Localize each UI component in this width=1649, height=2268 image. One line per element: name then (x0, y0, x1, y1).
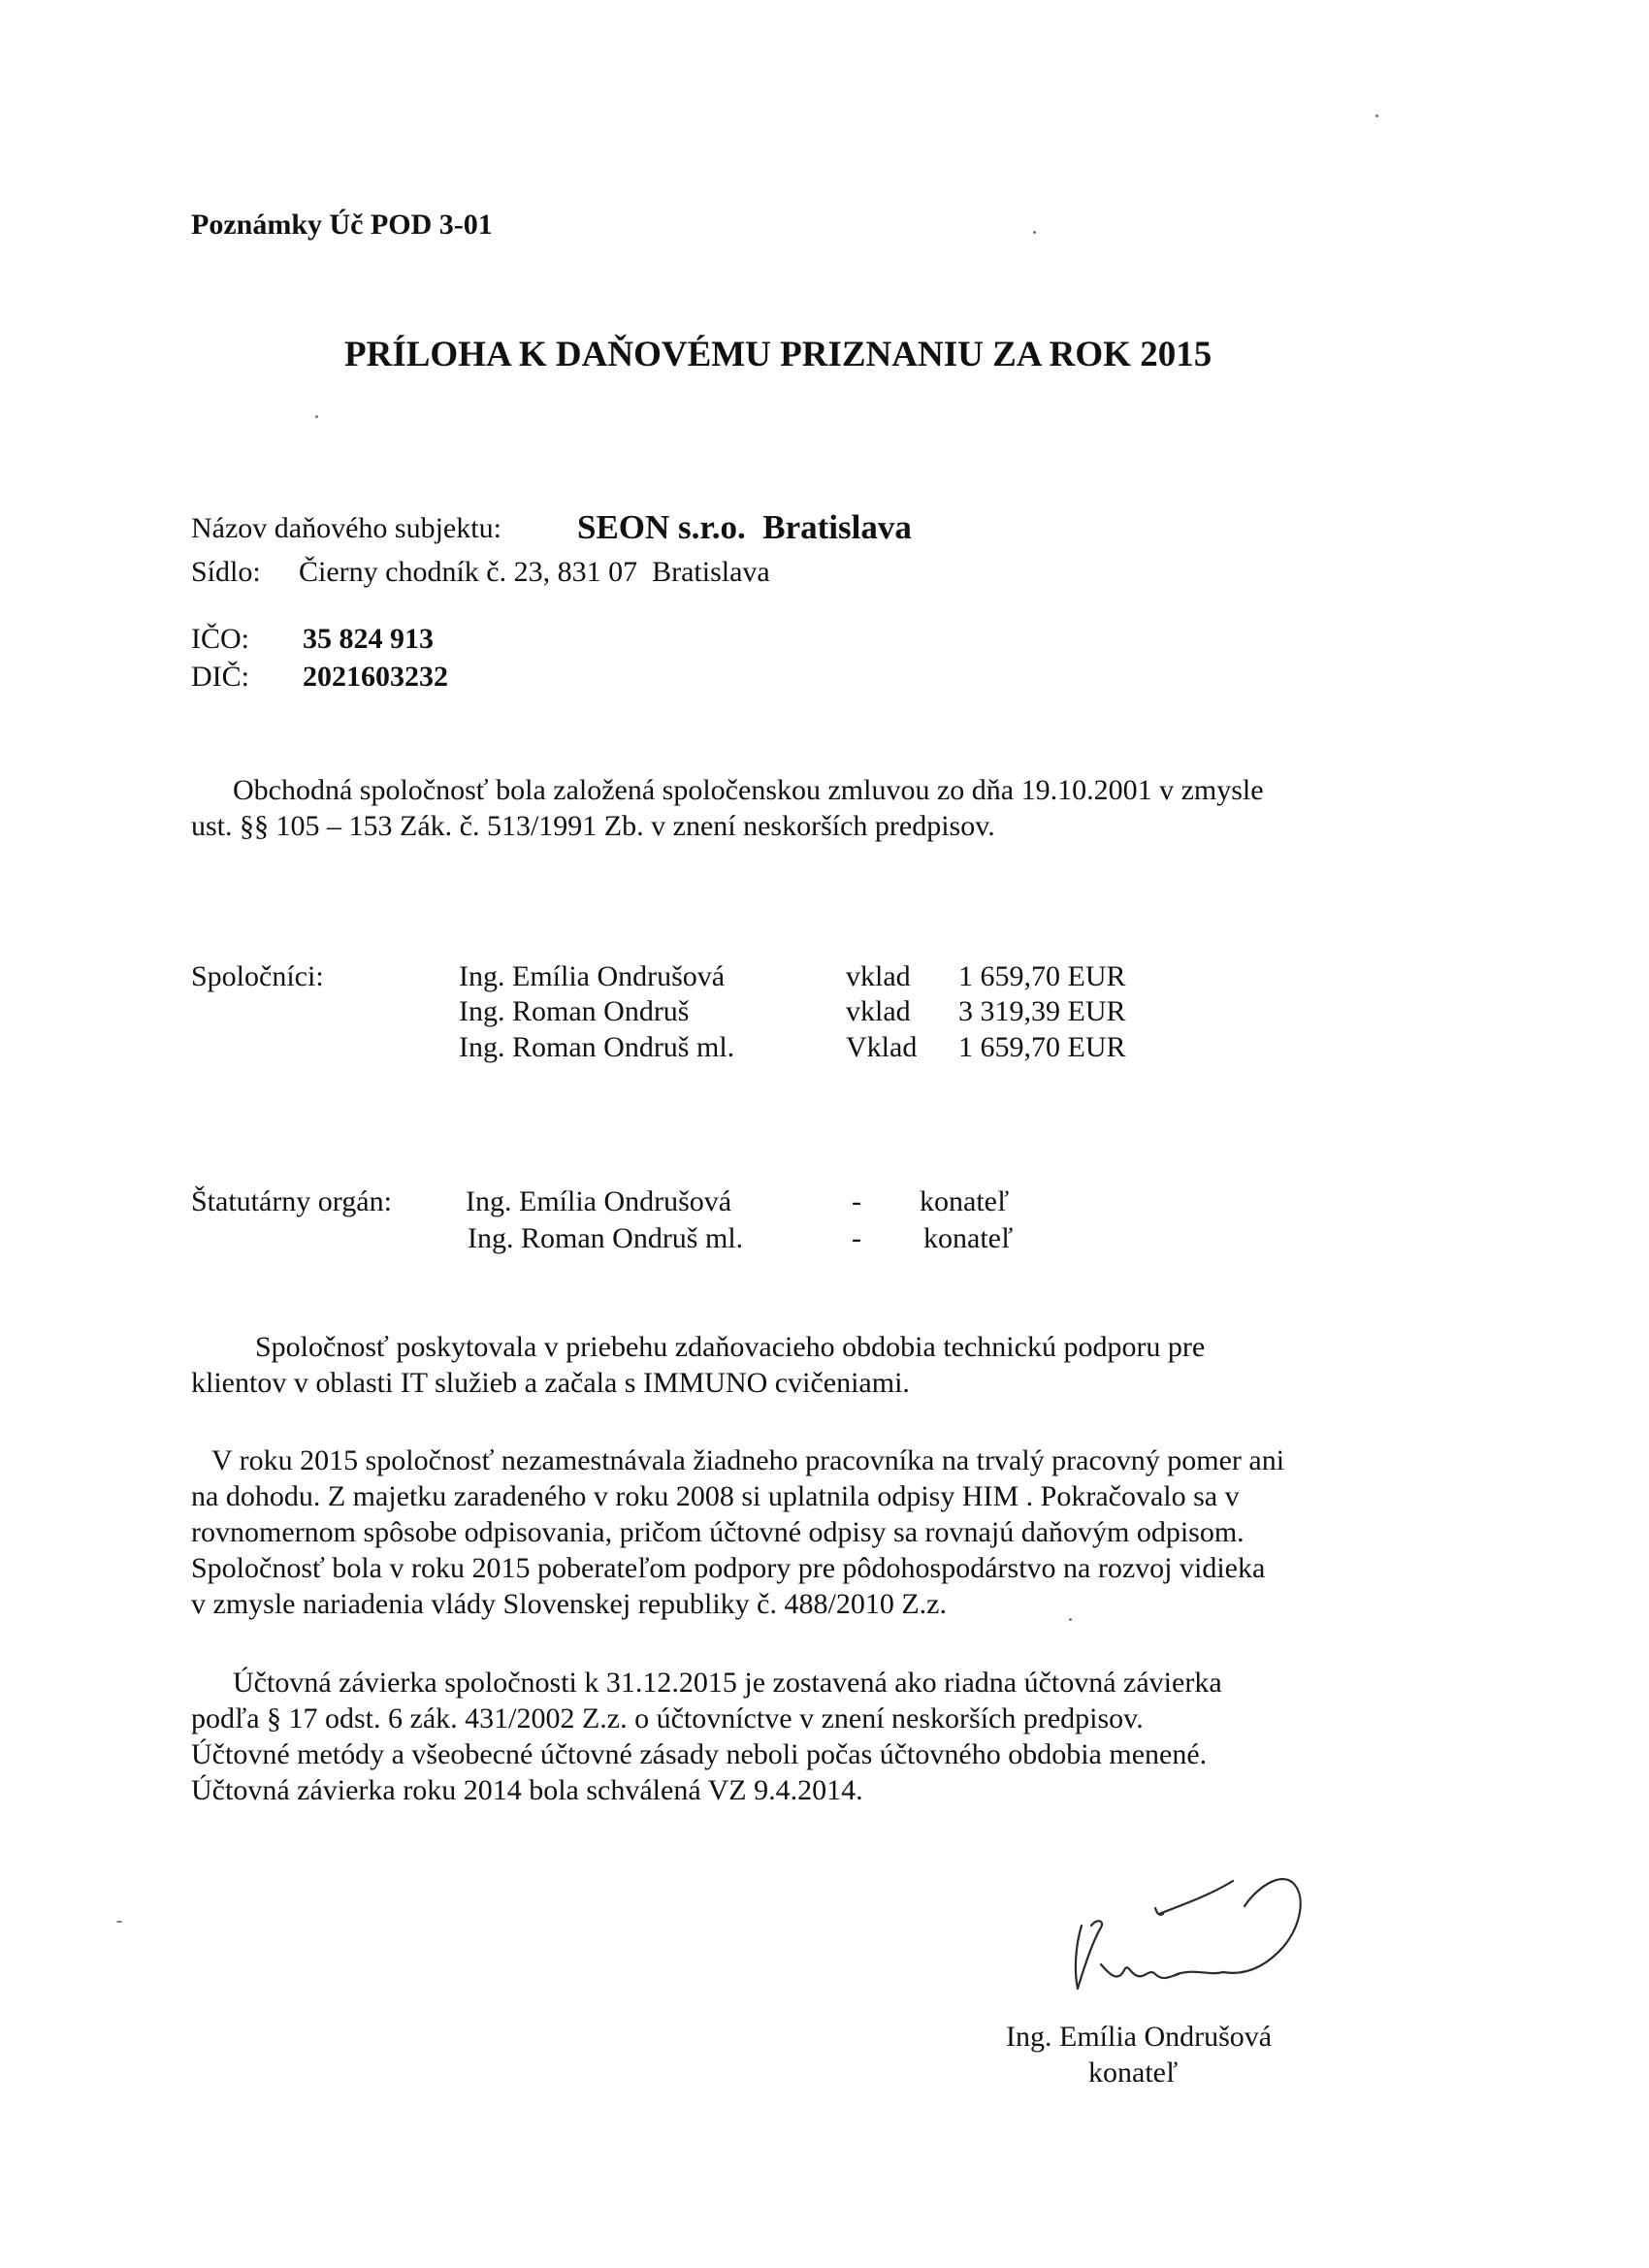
employment-line: v zmysle nariadenia vlády Slovenskej republiky č. 488/2010 Z.z. (191, 1588, 947, 1620)
closing-line: Účtovná závierka spoločnosti k 31.12.2015 je zostavená ako riadna účtovná závierka (233, 1667, 1222, 1699)
activity-paragraph (191, 1329, 1442, 1401)
partner-contribution-amount: 1 659,70 EUR (958, 1031, 1126, 1063)
founding-paragraph (191, 772, 1442, 844)
founding-line: Obchodná spoločnosť bola založená spoločenskou zmluvou zo dňa 19.10.2001 v zmysle (233, 774, 1264, 806)
activity-line: klientov v oblasti IT služieb a začala s IMMUNO cvičeniami. (191, 1367, 910, 1399)
ico-value: 35 824 913 (303, 623, 434, 655)
employment-line: V roku 2015 spoločnosť nezamestnávala žiadneho pracovníka na trvalý pracovný pomer ani (211, 1444, 1285, 1476)
scan-speck (1375, 114, 1378, 117)
closing-line: Účtovná závierka roku 2014 bola schválená VZ 9.4.2014. (191, 1774, 863, 1806)
scan-speck (1033, 231, 1036, 234)
document-reference: Poznámky Úč POD 3-01 (191, 209, 493, 241)
scan-speck (315, 415, 318, 418)
partner-name: Ing. Emília Ondrušová (459, 960, 726, 992)
company-name-value: SEON s.r.o. Bratislava (577, 508, 912, 546)
partner-contribution-amount: 3 319,39 EUR (958, 995, 1126, 1027)
dic-label: DIČ: (191, 661, 249, 693)
scan-speck (116, 1921, 122, 1923)
signatory-role: konateľ (1088, 2057, 1179, 2089)
handwritten-signature (1062, 1867, 1314, 2003)
partner-contribution-amount: 1 659,70 EUR (958, 960, 1126, 992)
employment-line: na dohodu. Z majetku zaradeného v roku 2008 si uplatnila odpisy HIM . Pokračovalo sa v (191, 1480, 1240, 1512)
closing-line: podľa § 17 odst. 6 zák. 431/2002 Z.z. o účtovníctve v znení neskorších predpisov. (191, 1702, 1144, 1734)
partner-name: Ing. Roman Ondruš ml. (459, 1031, 735, 1063)
statutory-dash: - (852, 1222, 861, 1254)
statutory-member-name: Ing. Emília Ondrušová (466, 1185, 732, 1217)
statutory-member-role: konateľ (923, 1222, 1014, 1254)
page-title: PRÍLOHA K DAŇOVÉMU PRIZNANIU ZA ROK 2015 (344, 335, 1212, 374)
partner-name: Ing. Roman Ondruš (459, 995, 690, 1027)
signatory-name: Ing. Emília Ondrušová (1006, 2021, 1273, 2053)
partners-label: Spoločníci: (191, 960, 324, 992)
company-name-label: Názov daňového subjektu: (191, 512, 501, 544)
partner-contribution-type: vklad (846, 960, 911, 992)
company-seat-value: Čierny chodník č. 23, 831 07 Bratislava (299, 556, 770, 588)
statutory-label: Štatutárny orgán: (191, 1185, 392, 1217)
statutory-dash: - (852, 1185, 861, 1217)
closing-paragraph (191, 1665, 1442, 1808)
partner-contribution-type: vklad (846, 995, 911, 1027)
partner-contribution-type: Vklad (846, 1031, 918, 1063)
employment-line: rovnomernom spôsobe odpisovania, pričom účtovné odpisy sa rovnajú daňovým odpisom. (191, 1516, 1245, 1548)
statutory-member-name: Ing. Roman Ondruš ml. (468, 1222, 744, 1254)
statutory-member-role: konateľ (920, 1185, 1010, 1217)
employment-line: Spoločnosť bola v roku 2015 poberateľom podpory pre pôdohospodárstvo na rozvoj vidieka (191, 1552, 1266, 1584)
closing-line: Účtovné metódy a všeobecné účtovné zásady neboli počas účtovného obdobia menené. (191, 1738, 1208, 1770)
employment-paragraph (191, 1442, 1442, 1622)
activity-line: Spoločnosť poskytovala v priebehu zdaňovacieho obdobia technickú podporu pre (255, 1331, 1206, 1363)
company-seat-label: Sídlo: (191, 556, 261, 588)
ico-label: IČO: (191, 623, 249, 655)
founding-line: ust. §§ 105 – 153 Zák. č. 513/1991 Zb. v znení neskorších predpisov. (191, 810, 995, 842)
dic-value: 2021603232 (303, 661, 448, 693)
